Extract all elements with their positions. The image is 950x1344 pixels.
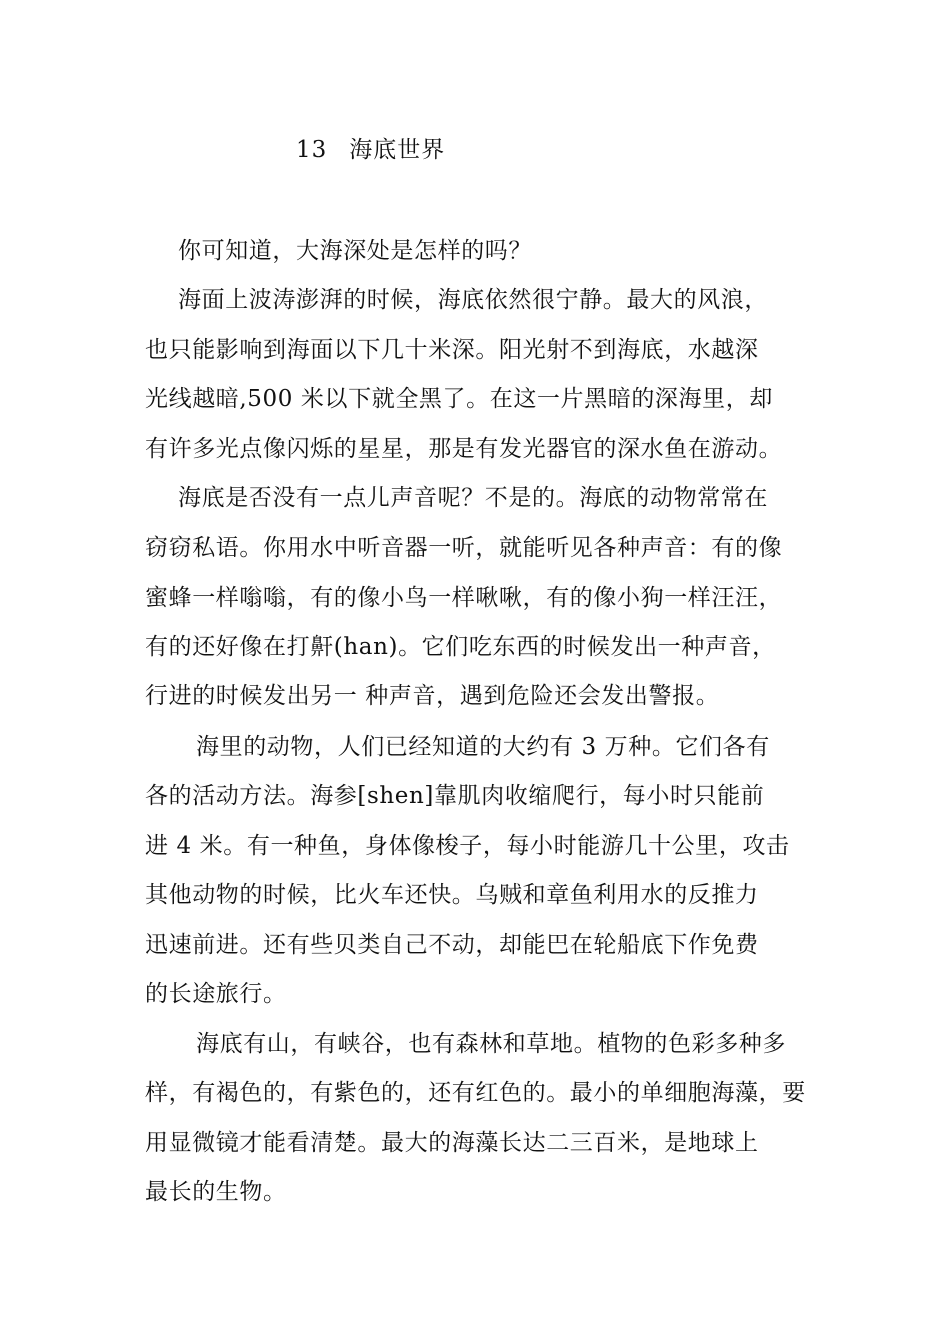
lesson-title xyxy=(296,134,445,166)
text-line: 海底是否没有一点儿声音呢？不是的。海底的动物常常在 xyxy=(178,485,768,511)
text-line: 光线越暗,500 米以下就全黑了。在这一片黑暗的深海里，却 xyxy=(145,386,773,412)
text-line: 窃窃私语。你用水中听音器一听，就能听见各种声音：有的像 xyxy=(145,535,783,561)
text-line: 海里的动物，人们已经知道的大约有 3 万种。它们各有 xyxy=(196,734,770,760)
text-line: 海面上波涛澎湃的时候，海底依然很宁静。最大的风浪， xyxy=(178,287,768,313)
text-line: 的长途旅行。 xyxy=(145,981,287,1007)
text-line: 有的还好像在打鼾(han)。它们吃东西的时候发出一种声音， xyxy=(145,634,776,660)
text-line: 海底有山，有峡谷，也有森林和草地。植物的色彩多种多 xyxy=(196,1031,786,1057)
lesson-title-text: 海底世界 xyxy=(349,137,446,163)
text-line: 也只能影响到海面以下几十米深。阳光射不到海底，水越深 xyxy=(145,337,759,363)
text-line: 各的活动方法。海参[shen]靠肌肉收缩爬行，每小时只能前 xyxy=(145,783,765,809)
text-line: 蜜蜂一样嗡嗡，有的像小鸟一样啾啾，有的像小狗一样汪汪， xyxy=(145,585,783,611)
text-line: 用显微镜才能看清楚。最大的海藻长达二三百米，是地球上 xyxy=(145,1130,759,1156)
text-line: 你可知道，大海深处是怎样的吗？ xyxy=(178,238,532,264)
text-line: 行进的时候发出另一 种声音，遇到危险还会发出警报。 xyxy=(145,683,720,709)
text-line: 样，有褐色的，有紫色的，还有红色的。最小的单细胞海藻，要 xyxy=(145,1080,806,1106)
lesson-number: 13 xyxy=(296,137,328,163)
text-line: 其他动物的时候，比火车还快。乌贼和章鱼利用水的反推力 xyxy=(145,882,759,908)
text-line: 进 4 米。有一种鱼，身体像梭子，每小时能游几十公里，攻击 xyxy=(145,833,790,859)
text-line: 最长的生物。 xyxy=(145,1179,287,1205)
text-line: 有许多光点像闪烁的星星，那是有发光器官的深水鱼在游动。 xyxy=(145,436,783,462)
text-line: 迅速前进。还有些贝类自己不动，却能巴在轮船底下作免费 xyxy=(145,932,759,958)
